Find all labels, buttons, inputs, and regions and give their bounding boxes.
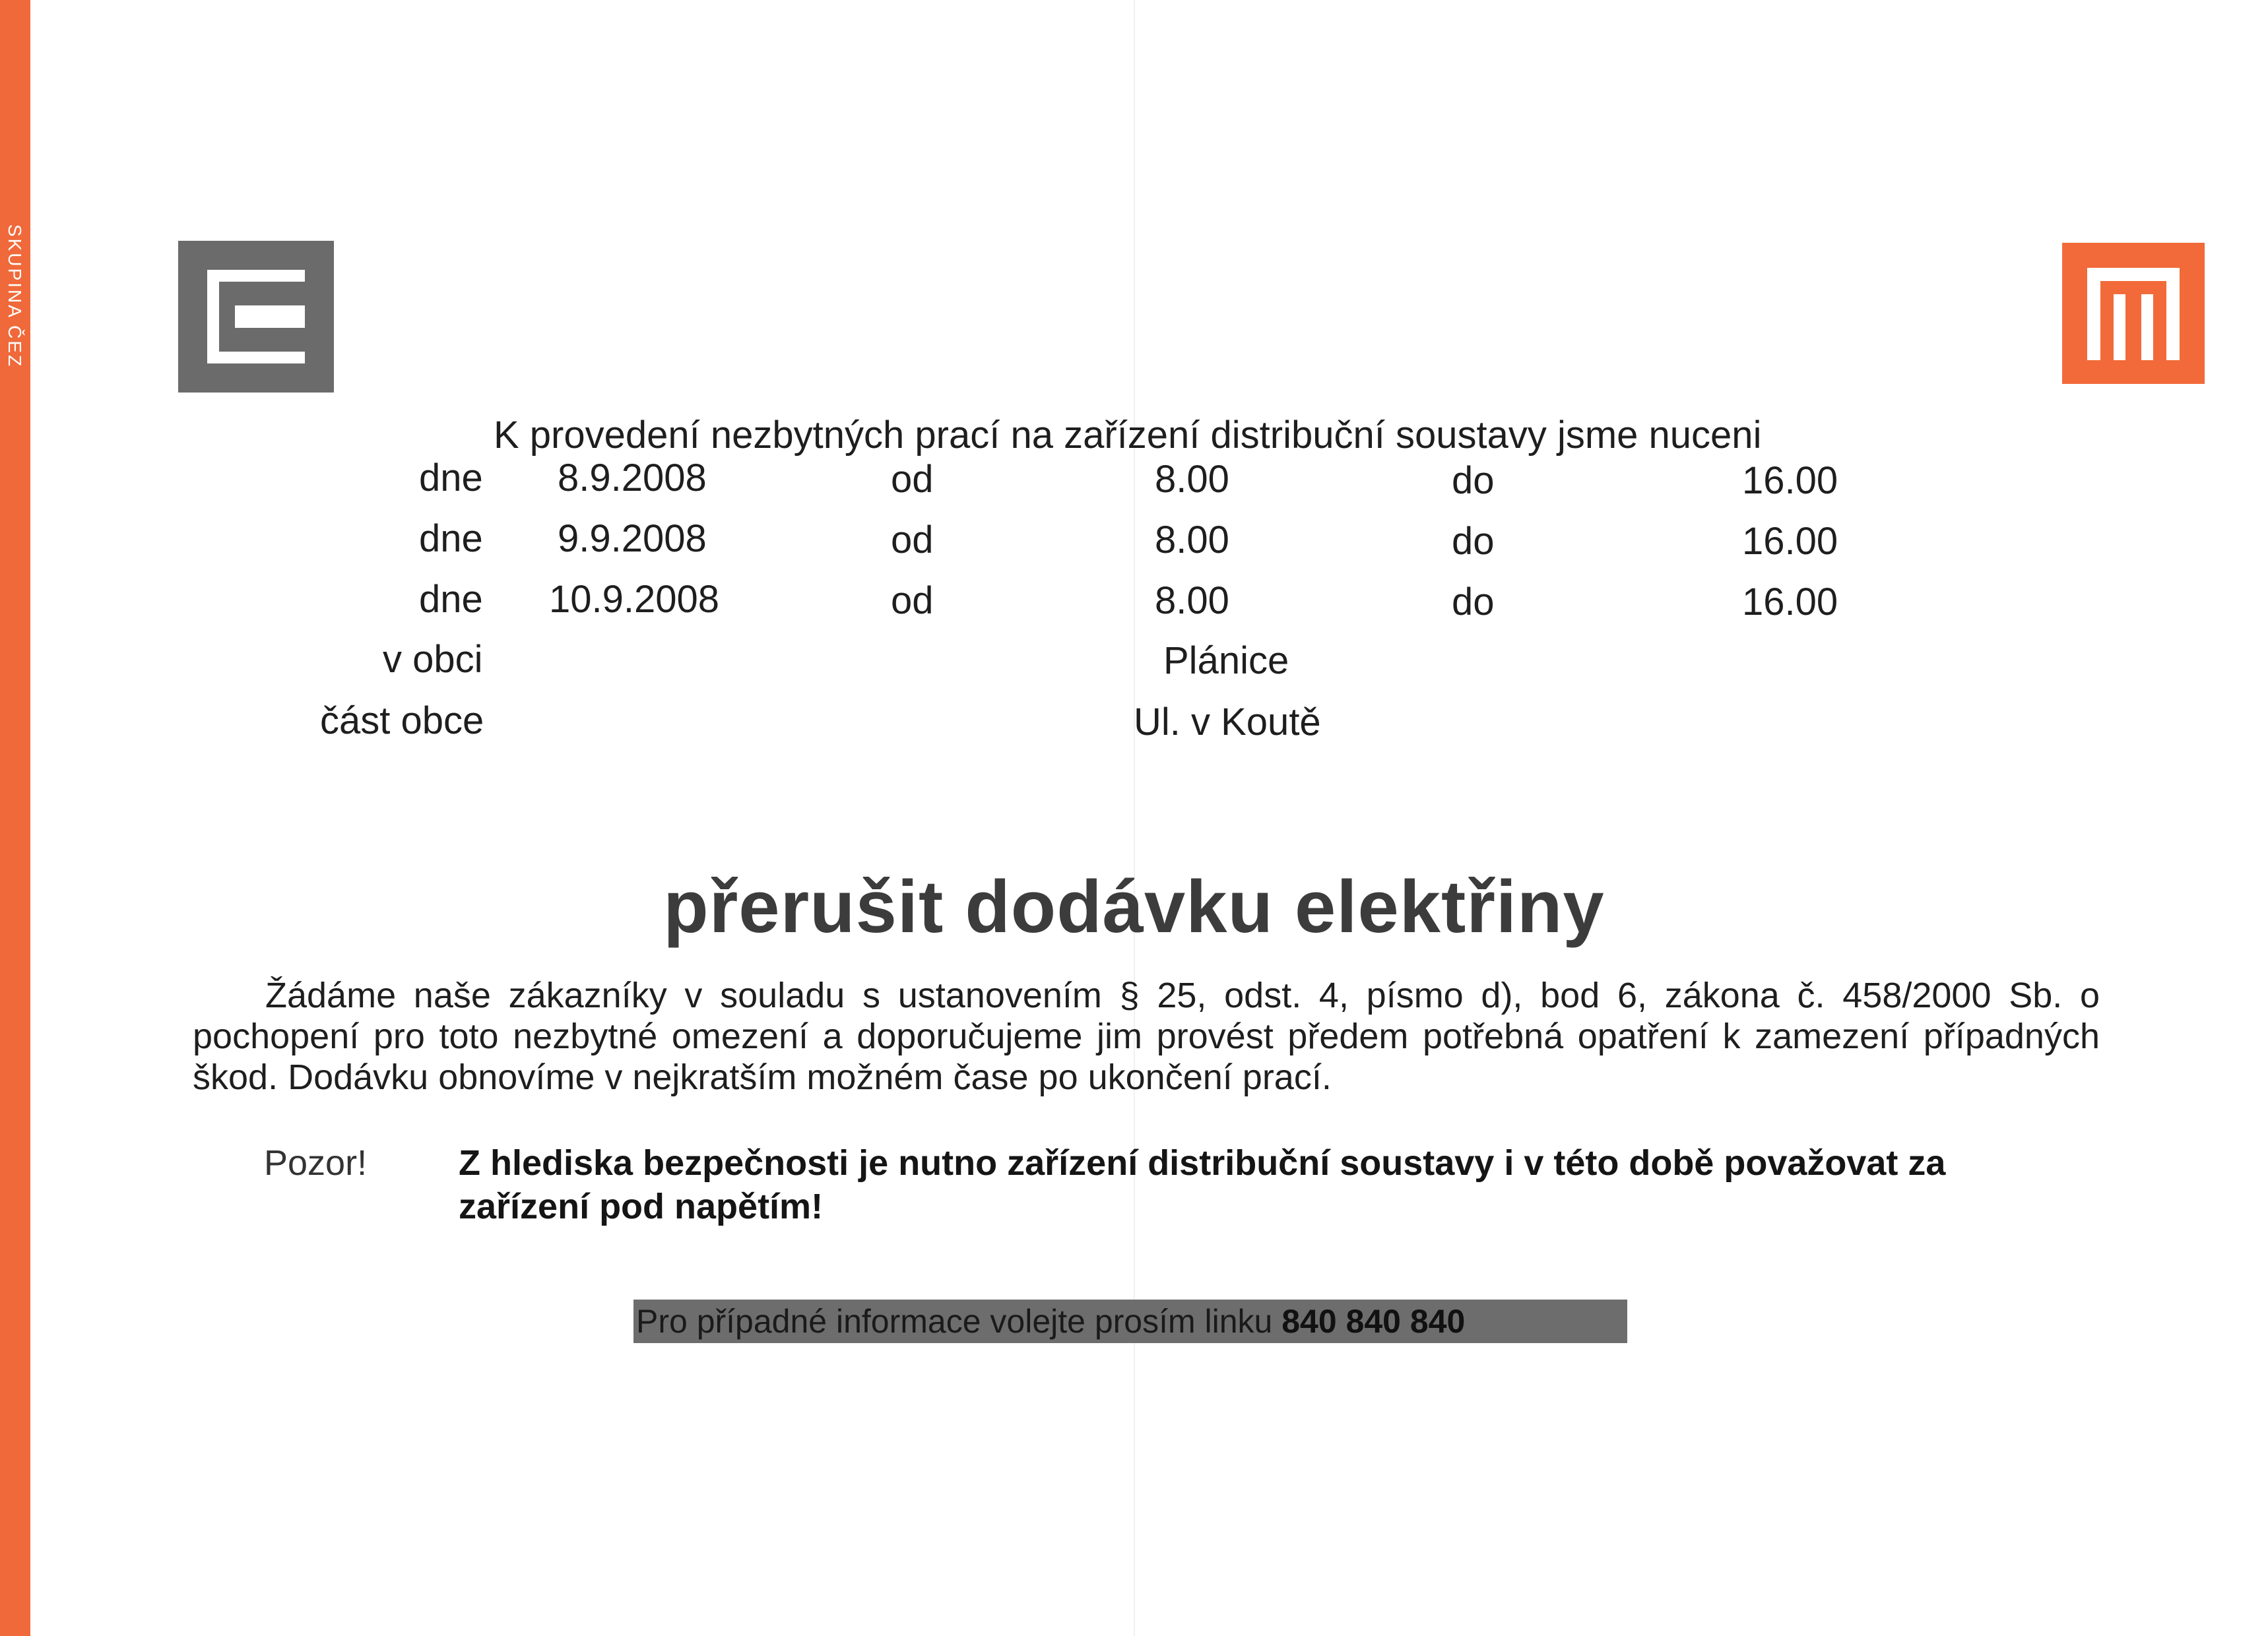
municipality-label: v obci <box>383 638 483 681</box>
row-to-label: do <box>1452 581 1495 623</box>
row-to-time: 16.00 <box>1742 459 1838 502</box>
row-to-label: do <box>1452 520 1495 563</box>
row-date: 8.9.2008 <box>558 456 707 499</box>
district-value: Ul. v Koutě <box>1134 701 1321 743</box>
row-from-time: 8.00 <box>1155 458 1229 501</box>
row-from-label: od <box>891 519 934 561</box>
orange-side-stripe <box>0 0 30 1636</box>
municipality-value: Plánice <box>1163 639 1289 682</box>
row-from-label: od <box>891 458 934 501</box>
row-label: dne <box>419 456 483 499</box>
district-label: část obce <box>320 699 484 742</box>
row-from-label: od <box>891 579 934 622</box>
cez-c-logo <box>178 241 334 393</box>
paper-fold-line <box>1134 0 1135 1636</box>
row-from-time: 8.00 <box>1155 579 1229 622</box>
info-bar <box>633 1300 1627 1343</box>
cez-m-logo <box>2062 243 2205 384</box>
warning-text: Z hlediska bezpečnosti je nutno zařízení distribuční soustavy i v této době považovat za zařízení pod napětím! <box>459 1143 1946 1226</box>
intro-text: K provedení nezbytných prací na zařízení distribuční soustavy jsme nuceni <box>494 414 1762 456</box>
row-from-time: 8.00 <box>1155 519 1229 561</box>
sidebar-vertical-text: SKUPINA ČEZ <box>5 224 25 369</box>
main-heading: přerušit dodávku elektřiny <box>663 865 1605 948</box>
notice-paragraph: Žádáme naše zákazníky v souladu s ustanovením § 25, odst. 4, písmo d), bod 6, zákona č. 458/2000 Sb. o pochopení pro toto nezbytné omezení a doporučujeme jim provést předem potřebná opatření k zamezení případných škod. Dodávku obnovíme v nejkratším možném čase po ukončení prací. <box>193 976 2100 1097</box>
row-to-time: 16.00 <box>1742 520 1838 563</box>
info-text: Pro případné informace volejte prosím linku <box>636 1303 1282 1340</box>
row-label: dne <box>419 517 483 560</box>
row-to-time: 16.00 <box>1742 581 1838 623</box>
row-label: dne <box>419 578 483 621</box>
c-logo-icon <box>178 241 334 393</box>
row-to-label: do <box>1452 459 1495 502</box>
row-date: 9.9.2008 <box>558 517 707 560</box>
row-date: 10.9.2008 <box>549 578 720 621</box>
m-logo-icon <box>2062 243 2205 384</box>
warning-label: Pozor! <box>264 1143 368 1183</box>
info-phone-number: 840 840 840 <box>1281 1303 1466 1340</box>
